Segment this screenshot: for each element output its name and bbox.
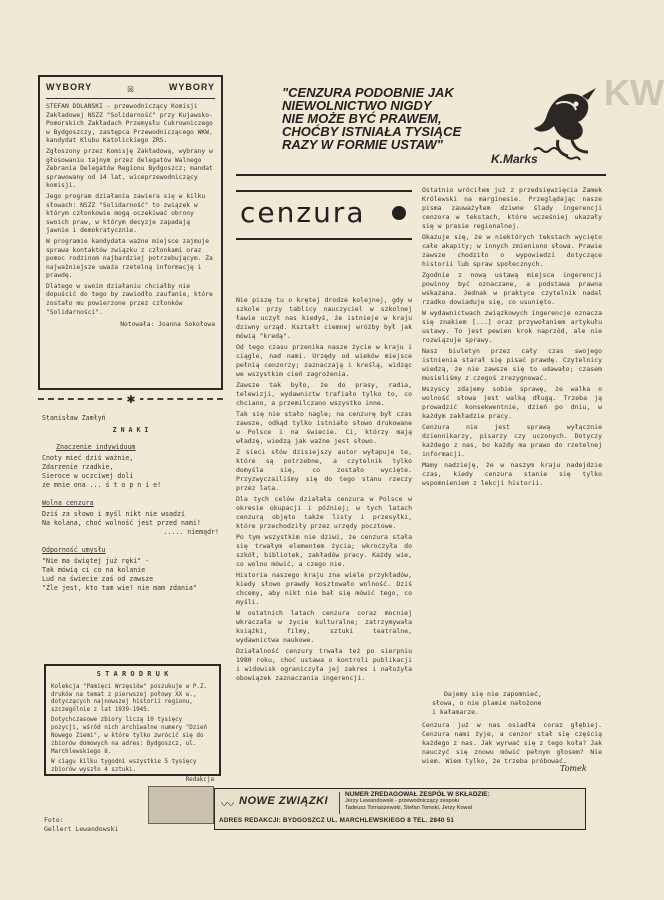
closing-line: słowa, o nie plamie nałożone <box>432 699 542 707</box>
edition-editors-2: Tadeusz Tomaszewski, Stefan Tomski, Jerzy Kowal <box>345 805 472 811</box>
elections-signature: Notowała: Joanna Sokołowa <box>120 321 215 329</box>
article-paragraph: Zawsze tak było, że do prasy, radia, telewizji, wydawnictw trafiało tylko to, co chciano, a przemilczano wszystko inne. <box>236 381 412 407</box>
poem-line: Na kolana, choć wolność jest przed nami! <box>42 519 201 527</box>
article-column-right <box>422 186 602 578</box>
article-paragraph: Cenzura nie jest sprawą wyłącznie dziennikarzy, pisarzy czy uczonych. Dotyczy każdego z nas, bo każdy ma prawo do rzetelnej informacji. <box>422 423 602 458</box>
quote-line: CHOĆBY ISTNIAŁA TYSIĄCE <box>282 124 462 139</box>
quote-text <box>282 86 522 151</box>
quote-line: "CENZURA PODOBNIE JAK <box>282 85 454 100</box>
article-paragraph: Zgodnie z nową ustawą miejsca ingerencji powinny być oznaczane, a podstawa prawna wskazana. Jednak w praktyce czytelnik nadal rzadko dowiaduje się, co usunięto. <box>422 271 602 306</box>
elections-header-left: WYBORY <box>46 82 93 92</box>
article-paragraph: Tak się nie stało nagle; na cenzurę był czas zawsze, odkąd tylko istniało słowo drukowane w Polsce i na świecie. Ci, którzy mają władzę, wiedzą jak ważne jest słowo. <box>236 410 412 445</box>
antique-print-box <box>44 664 221 783</box>
ballot-box-icon: ☒ <box>127 82 134 95</box>
quote-line: NIEWOLNICTWO NIGDY <box>282 98 432 113</box>
masthead-wave-icon: 〰 <box>221 798 235 813</box>
photo-block <box>148 786 214 824</box>
article-paragraph: Mamy nadzieję, że w naszym kraju nadejdzie czas, kiedy cenzura stanie się tylko wspomnieniem z lekcji historii. <box>422 461 602 487</box>
article-paragraph: Z sieci słów dzisiejszy autor wyłapuje te, które są potrzebne, a czytelnik tylko domyśla się, co zostało wycięte. Przyzwyczailiśmy się do tego stanu rzeczy przez lata. <box>236 448 412 492</box>
article-paragraph: Po tym wszystkim nie dziwi, że cenzura stała się trwałym elementem życia; wkroczyła do szkół, bibliotek, zakładów pracy. Każdy wie, co wolno mówić, a czego nie. <box>236 533 412 568</box>
article-title-block <box>236 190 412 240</box>
poems-author: Stanisław Zamłyń <box>42 414 106 422</box>
poems-section <box>38 391 223 662</box>
poems-text <box>38 400 223 593</box>
elections-paragraph: STEFAN DOLAŃSKI - przewodniczący Komisji Zakładowej NSZZ "Solidarność" przy Kujawsko-Pomorskich Zakładach Przemysłu Cukrowniczego w Bydgoszczy, zastępca Przewodniczącego WKW, kandydat Klubu Katolickiego ZRS. <box>46 103 213 145</box>
poem-line: "Nie ma świętej już ręki" - <box>42 557 150 565</box>
edition-info <box>345 791 581 812</box>
poems-title: Z N A K I <box>112 426 149 434</box>
antique-print-title: S T A R O D R U K <box>96 670 169 678</box>
publication-name: NOWE ZWIĄZKI <box>239 795 329 807</box>
poem-heading: Znaczenie indywiduum <box>56 443 136 451</box>
poem-line: Lud na świecie zaś od zawsze <box>42 575 154 583</box>
poem-line: Dziś za słowo i myśl nikt nie wsadzi <box>42 510 185 518</box>
redaction-address: ADRES REDAKCJI: BYDGOSZCZ UL. MARCHLEWSKIEGO 8 TEL. 2840 51 <box>219 817 455 824</box>
poem-line: Tak mówią ci co na kolanie <box>42 566 146 574</box>
antique-print-paragraph: Dotychczasowe zbiory liczą 10 tysięcy pozycji, wśród nich archiwalne numery "Dzień Nowego Ziemi", w które tylko zwrócić się do zbiorów domowych na adres: Bydgoszcz, ul. Marchlewskiego 8. <box>51 717 208 755</box>
elections-box <box>38 75 223 390</box>
article-signature: Tomek <box>560 764 587 773</box>
poem-line: Sieroce w uczciwej doli <box>42 472 134 480</box>
masthead-logo <box>219 792 340 814</box>
poem-line: "Źle jest, kto tam wie! nie mam zdania" <box>42 584 197 592</box>
article-paragraph: Dla tych celów działała cenzura w Polsce w okresie okupacji i później; w tych latach cenzurą objęto także listy i przesyłki, które przechodziły przez urzędy pocztowe. <box>236 495 412 530</box>
article-paragraph: Okazuje się, że w niektórych tekstach wycięto całe akapity; w innych zmieniono słowa. Prawie zawsze chodziło o wypowiedzi dotyczące historii lub spraw społecznych. <box>422 233 603 268</box>
edition-editors: Jerzy Lewandowski - przewodniczący zespołu <box>345 798 460 804</box>
title-bullet-icon <box>392 206 406 220</box>
poem-heading: Odporność umysłu <box>42 546 106 554</box>
article-paragraph: W ostatnich latach cenzura coraz mocniej wkraczała w życie kulturalne; zatrzymywała książki, filmy, sztuki teatralne, wydawnictwa naukowe. <box>236 609 412 644</box>
chained-bird-drawing <box>526 78 602 164</box>
elections-paragraph: Dlatego w swoim działaniu chciałby nie dopuścić do tego by zawiodło zaufanie, które zostało mu powierzone przez członków "Solidarności". <box>46 282 213 316</box>
article-paragraph: Od tego czasu przenika nasze życie w kraju i ciągle, nad nami. Urzędy od wieków miejsce pełnią cenzorzy; zaznaczają i kreślą, widząc we wszystkim cień zagrożenia. <box>236 343 412 378</box>
quote-author: K.Marks <box>491 152 538 166</box>
side-fragment: KW <box>604 72 664 113</box>
article-paragraph: W wydawnictwach związkowych ingerencje oznacza się znakiem [...] oraz przywołaniem artykułu ustawy. To jest pewien krok naprzód, ale nie rozwiązuje sprawy. <box>422 309 603 344</box>
article-paragraph: Nie piszę tu o krętej drodze kolejnej, gdy w szkole przy tablicy nauczyciel w szkolnej ławie uczył nas kiedyś, że istnieje w kraju dziwny urząd. Kształt ciemnej wróżby był jak mówią "kredą". <box>236 296 412 340</box>
article-closing <box>422 690 602 770</box>
photo-credit <box>44 816 154 834</box>
elections-header <box>46 82 215 99</box>
elections-text <box>46 103 215 330</box>
antique-print-signature: Redakcja <box>185 776 214 783</box>
antique-print-paragraph: Kolekcja "Pamięci Wrzęsiów" poszukuje w P.Z. druków na temat z pierwszej połowy XX w., dotyczących najnowszej historii regionu, szczególnie z lat 1939-1945. <box>51 683 208 714</box>
article-title: cenzura <box>240 196 366 229</box>
article-paragraph: Działalność cenzury trwała też po sierpniu 1980 roku, choć ustawa o kontroli publikacji i widowisk ograniczyła jej zakres i nałożyła obowiązek zaznaczania ingerencji. <box>236 647 412 682</box>
closing-line: i kałamarze. <box>432 708 479 716</box>
elections-paragraph: W programie kandydata ważne miejsce zajmuje sprawa kontaktów związku z członkami oraz pomoc rodzinom najbardziej potrzebującym. Za najważniejsze uważa rzetelną informację i prawdę. <box>46 237 213 280</box>
quote-line: RAZY W FORMIE USTAW" <box>282 137 443 152</box>
article-paragraph: Nasz biuletyn przez cały czas swojego istnienia starał się pisać prawdę. Czytelnicy wiedzą, że nie zawsze się to udawało; czasem musieliśmy z czegoś zrezygnować. <box>422 347 602 382</box>
article-paragraph: Historia naszego kraju zna wiele przykładów, kiedy słowo prawdy kosztowało wolność. Dziś chcemy, aby nikt nie bał się mówić tego, co myśli. <box>236 571 412 606</box>
masthead-box <box>214 788 586 830</box>
article-column-left <box>236 296 412 758</box>
antique-print-text <box>51 684 214 785</box>
poem-line: ze mnie ona ... ś t o p n i e! <box>42 481 162 489</box>
article-paragraph: Ostatnio wróciłem już z przedsięwzięcia Zamek Królewski na marginesie. Przeglądając nasze pisma zauważyłem dziwne ślady ingerencji cenzora w tekstach, które wcześniej ukazały się w prasie regionalnej. <box>422 186 602 230</box>
edition-note: NUMER ZREDAGOWAŁ ZESPÓŁ W SKŁADZIE: <box>345 791 490 798</box>
closing-line: Dajemy się nie zapomnieć, <box>444 690 542 698</box>
photo-credit-author: Gellert Lewandowski <box>44 825 119 833</box>
poem-line: Cnoty mieć dziś ważnie, <box>42 454 134 462</box>
poem-heading: Wolna cenzura <box>42 499 94 507</box>
poems-ornament-icon: ✱ <box>122 390 140 408</box>
elections-header-right: WYBORY <box>168 82 215 92</box>
closing-paragraph: Cenzura już w nas osiadła coraz głębiej. Cenzura nami żyje, a cenzor stał się częścią każdego z nas. Jak wyrwać się z tego koła? Jak nauczyć się znowu mówić pełnym głosem? Nie wiem. Wiem tylko, że trzeba próbować. <box>422 721 603 765</box>
elections-paragraph: Zgłoszony przez Komisję Zakładową, wybrany w głosowaniu tajnym przez delegatów Walnego Zebrania Delegatów Regionu Bydgoszcz; mandat sprawowany od 14 lat, wiceprzewodniczący komisji. <box>46 147 213 190</box>
article-paragraph: Wszyscy zdajemy sobie sprawę, że walka o wolność słowa jest walką długą. Trzeba ją prowadzić konsekwentnie, dzień po dniu, w każdym zakładzie pracy. <box>422 385 602 420</box>
quote-line: NIE MOŻE BYĆ PRAWEM, <box>282 111 442 126</box>
poem-line: Zdarzenie rzadkie, <box>42 463 114 471</box>
poem-line: ..... niemądr! <box>163 528 219 536</box>
photo-credit-label: Foto: <box>44 816 64 824</box>
antique-print-paragraph: W ciągu kilku tygodni wszystkie 5 tysięcy zbiorów wyszło 4 sztuki. <box>51 758 197 773</box>
quote-box <box>236 74 606 176</box>
elections-paragraph: Jego program działania zawiera się w kilku słowach: NSZZ "Solidarność" to związek w którym członkowie mogą oczekiwać obrony swoich praw, w którym decyzje zapadają jawnie i demokratycznie. <box>46 192 206 235</box>
